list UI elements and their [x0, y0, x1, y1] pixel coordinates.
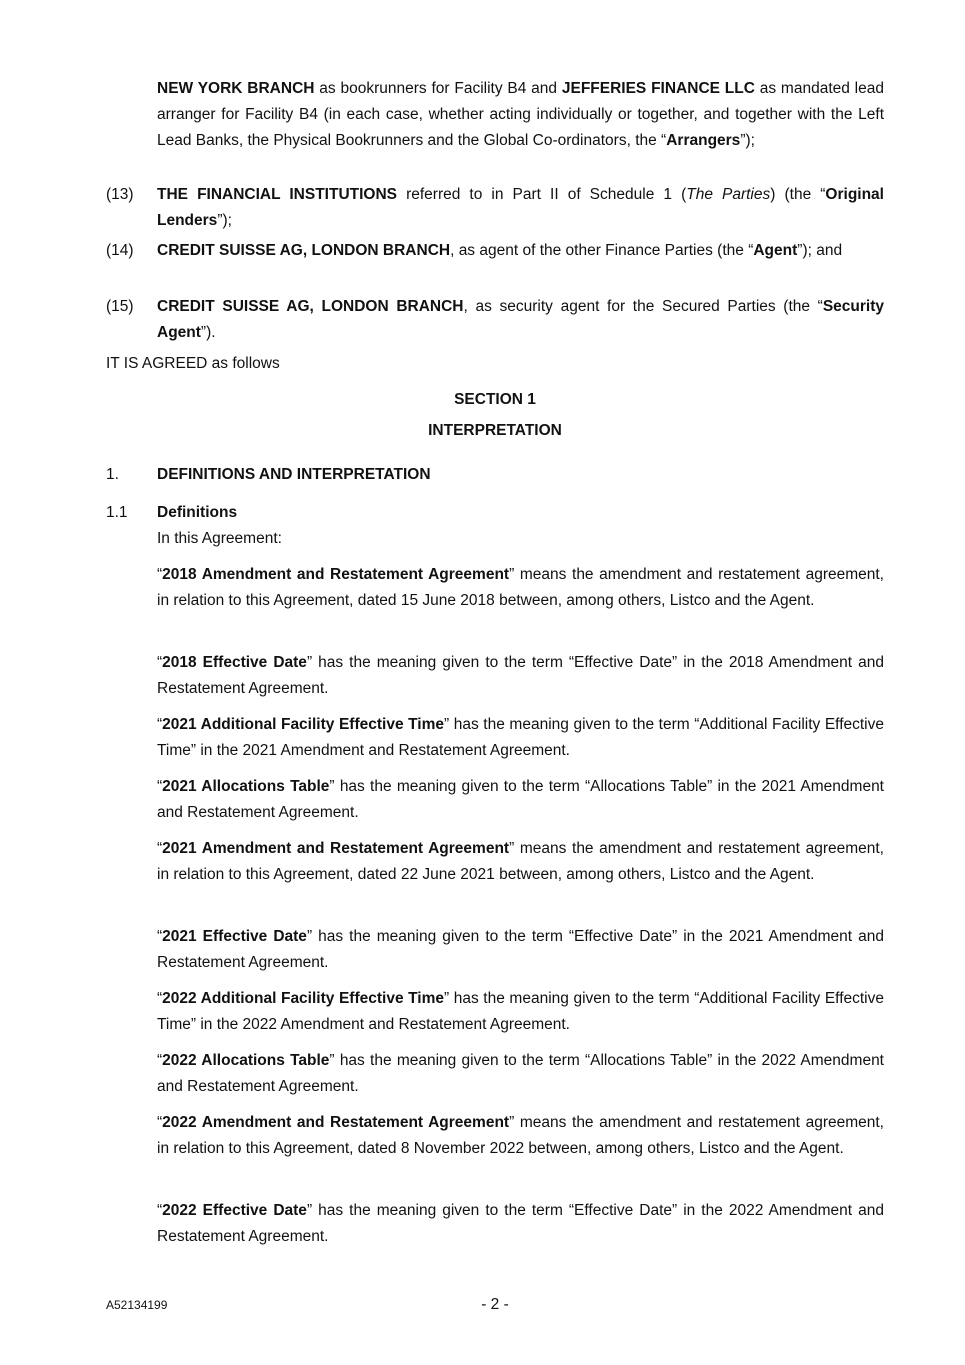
party-number: (14) [106, 242, 134, 259]
section-title: SECTION 1 [454, 391, 536, 408]
party-paragraph-agent: CREDIT SUISSE AG, LONDON BRANCH, as agent of the other Finance Parties (the “Agent”); and [157, 242, 843, 259]
defined-term: 2021 Additional Facility Effective Time [162, 716, 445, 733]
party-number: (13) [106, 186, 134, 203]
defined-term: 2022 Allocations Table [162, 1052, 330, 1069]
party-name: NEW YORK BRANCH [157, 80, 315, 97]
definition: “2021 Additional Facility Effective Time” has the meaning given to the term “Additional Facility Effective Time” in the 2021 Amendment and Restatement Agreement. [157, 716, 884, 759]
definition: “2022 Effective Date” has the meaning given to the term “Effective Date” in the 2022 Amendment and Restatement Agreement. [157, 1202, 884, 1245]
definition: “2018 Effective Date” has the meaning given to the term “Effective Date” in the 2018 Amendment and Restatement Agreement. [157, 654, 884, 697]
defined-term: Security Agent [157, 298, 885, 341]
document-reference: A52134199 [106, 1298, 168, 1312]
defined-term: 2021 Allocations Table [162, 778, 330, 795]
party-paragraph-security-agent: CREDIT SUISSE AG, LONDON BRANCH, as security agent for the Secured Parties (the “Security Agent”). [157, 298, 885, 341]
defined-term: Arrangers [666, 132, 741, 149]
agreed-statement: IT IS AGREED as follows [106, 355, 280, 372]
definitions-lead: In this Agreement: [157, 530, 282, 547]
party-paragraph-original-lenders: THE FINANCIAL INSTITUTIONS referred to in Part II of Schedule 1 (The Parties) (the “Original Lenders”); [157, 186, 884, 229]
defined-term: 2022 Amendment and Restatement Agreement [162, 1114, 510, 1131]
defined-term: 2022 Effective Date [162, 1202, 307, 1219]
clause-heading: DEFINITIONS AND INTERPRETATION [157, 466, 431, 483]
defined-term: 2021 Effective Date [162, 928, 307, 945]
party-number: (15) [106, 298, 134, 315]
defined-term: Original Lenders [157, 186, 884, 229]
page-number: - 2 - [481, 1296, 509, 1313]
subclause-heading: Definitions [157, 504, 238, 521]
definition: “2018 Amendment and Restatement Agreement” means the amendment and restatement agreement, in relation to this Agreement, dated 15 June 2018 between, among others, Listco and the Agent. [157, 566, 884, 609]
subclause-number: 1.1 [106, 504, 128, 521]
section-subtitle: INTERPRETATION [428, 422, 562, 439]
defined-term: Agent [753, 242, 798, 259]
definition: “2021 Amendment and Restatement Agreement” means the amendment and restatement agreement, in relation to this Agreement, dated 22 June 2021 between, among others, Listco and the Agent. [157, 840, 884, 883]
definition: “2022 Amendment and Restatement Agreement” means the amendment and restatement agreement, in relation to this Agreement, dated 8 November 2022 between, among others, Listco and the Agent. [157, 1114, 884, 1157]
definition: “2021 Effective Date” has the meaning given to the term “Effective Date” in the 2021 Amendment and Restatement Agreement. [157, 928, 884, 971]
arrangers-paragraph: NEW YORK BRANCH as bookrunners for Facility B4 and JEFFERIES FINANCE LLC as mandated lead arranger for Facility B4 (in each case, whether acting individually or together, and together with the Left Lead Banks, the Physical Bookrunners and the Global Co-ordinators, the “Arrangers”); [157, 80, 884, 149]
defined-term: 2021 Amendment and Restatement Agreement [162, 840, 510, 857]
clause-number: 1. [106, 466, 119, 483]
definition: “2022 Allocations Table” has the meaning given to the term “Allocations Table” in the 2022 Amendment and Restatement Agreement. [157, 1052, 884, 1095]
defined-term: 2018 Effective Date [162, 654, 307, 671]
defined-term: 2018 Amendment and Restatement Agreement [162, 566, 510, 583]
definition: “2021 Allocations Table” has the meaning given to the term “Allocations Table” in the 2021 Amendment and Restatement Agreement. [157, 778, 884, 821]
defined-term: 2022 Additional Facility Effective Time [162, 990, 445, 1007]
definition: “2022 Additional Facility Effective Time” has the meaning given to the term “Additional Facility Effective Time” in the 2022 Amendment and Restatement Agreement. [157, 990, 884, 1033]
party-name: JEFFERIES FINANCE LLC [561, 80, 755, 97]
